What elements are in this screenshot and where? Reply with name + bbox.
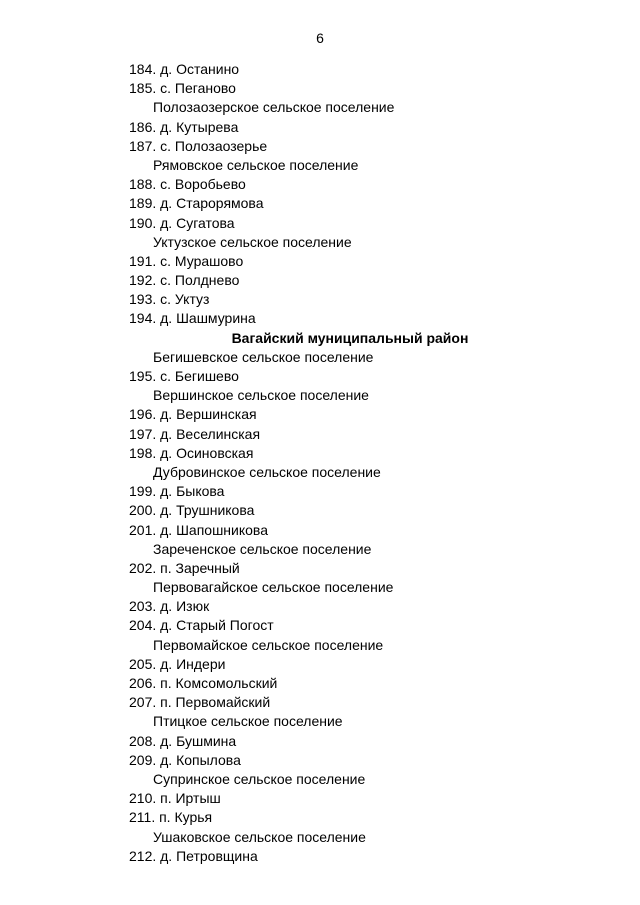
list-item: 194. д. Шашмурина <box>129 310 256 327</box>
settlement-heading: Первомайское сельское поселение <box>153 636 384 653</box>
list-item: 207. п. Первомайский <box>129 694 271 711</box>
list-item: 186. д. Кутырева <box>129 118 239 135</box>
list-item: 191. с. Мурашово <box>129 252 244 269</box>
list-item: 212. д. Петровщина <box>129 847 258 864</box>
list-item: 204. д. Старый Погост <box>129 617 274 634</box>
list-item: 209. д. Копылова <box>129 751 241 768</box>
list-item: 188. с. Воробьево <box>129 176 246 193</box>
settlement-heading: Рямовское сельское поселение <box>153 156 359 173</box>
list-item: 185. с. Пеганово <box>129 80 236 97</box>
list-item: 192. с. Полднево <box>129 272 240 289</box>
list-item: 198. д. Осиновская <box>129 444 254 461</box>
list-item: 201. д. Шапошникова <box>129 521 268 538</box>
settlement-heading: Птицкое сельское поселение <box>153 713 343 730</box>
list-item: 200. д. Трушникова <box>129 502 255 519</box>
list-item: 190. д. Сугатова <box>129 214 235 231</box>
settlement-heading: Супринское сельское поселение <box>153 770 366 787</box>
settlement-heading: Полозаозерское сельское поселение <box>153 99 395 116</box>
list-item: 206. п. Комсомольский <box>129 675 278 691</box>
list-item: 205. д. Индери <box>129 655 226 672</box>
list-item: 211. п. Курья <box>129 809 213 826</box>
settlement-heading: Первовагайское сельское поселение <box>153 579 394 596</box>
settlement-heading: Дубровинское сельское поселение <box>153 463 381 480</box>
list-item: 189. д. Старорямова <box>129 195 264 212</box>
list-item: 195. с. Бегишево <box>129 368 239 384</box>
settlement-heading: Ушаковское сельское поселение <box>153 828 366 845</box>
settlement-heading: Вершинское сельское поселение <box>153 387 369 404</box>
list-item: 202. п. Заречный <box>129 559 240 576</box>
list-item: 184. д. Останино <box>129 61 240 77</box>
district-heading: Вагайский муниципальный район <box>231 329 469 346</box>
settlement-heading: Зареченское сельское поселение <box>153 540 372 557</box>
list-item: 203. д. Изюк <box>129 598 210 615</box>
list-item: 197. д. Веселинская <box>129 425 261 442</box>
settlement-heading: Уктузское сельское поселение <box>153 233 352 250</box>
list-item: 210. п. Иртыш <box>129 790 221 807</box>
settlement-list <box>0 60 640 866</box>
list-item: 193. с. Уктуз <box>129 291 210 308</box>
list-item: 187. с. Полозаозерье <box>129 137 268 154</box>
list-item: 208. д. Бушмина <box>129 732 237 749</box>
list-item: 196. д. Вершинская <box>129 406 257 423</box>
page-number: 6 <box>316 30 324 46</box>
settlement-heading: Бегишевское сельское поселение <box>153 348 374 365</box>
list-item: 199. д. Быкова <box>129 483 225 500</box>
